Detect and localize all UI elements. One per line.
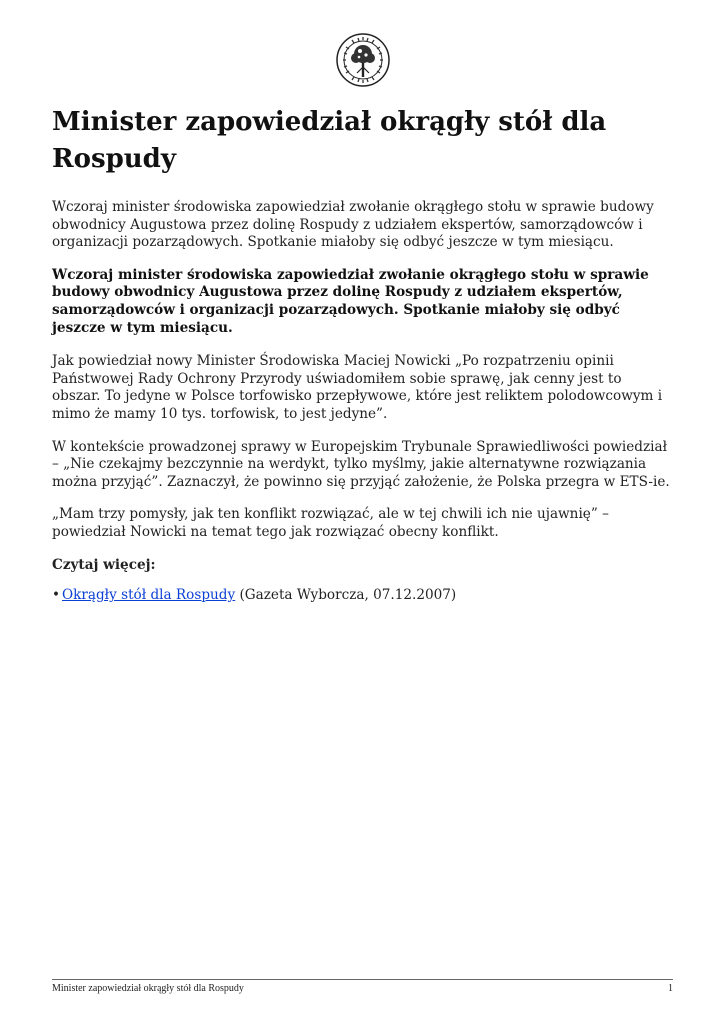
link-source: (Gazeta Wyborcza, 07.12.2007)	[239, 587, 457, 604]
footer-divider	[52, 979, 673, 980]
intro-paragraph: Wczoraj minister środowiska zapowiedział zwołanie okrągłego stołu w sprawie budowy obwodnicy Augustowa przez dolinę Rospudy z udziałem ekspertów, samorządowców i organizacji pozarządowych. Spotkanie miałoby się odbyć jeszcze w tym miesiącu.	[52, 199, 654, 251]
article	[52, 104, 674, 605]
list-item	[52, 587, 674, 605]
body-paragraph: Jak powiedział nowy Minister Środowiska Maciej Nowicki „Po rozpatrzeniu opinii Państwowej Rady Ochrony Przyrody uświadomiłem sobie sprawę, jak cenny jest to obszar. To jedyne w Polsce torfowisko przepływowe, które jest reliktem polodowcowym i mimo że mamy 10 tys. torfowisk, to jest jedyne”.	[52, 353, 663, 422]
lead-paragraph: Wczoraj minister środowiska zapowiedział zwołanie okrągłego stołu w sprawie budowy obwodnicy Augustowa przez dolinę Rospudy z udziałem ekspertów, samorządowców i organizacji pozarządowych. Spotkanie miałoby się odbyć jeszcze w tym miesiącu.	[52, 266, 649, 336]
body-paragraph: W kontekście prowadzonej sprawy w Europejskim Trybunale Sprawiedliwości powiedział – „Nie czekajmy bezczynnie na werdykt, tylko myślmy, jakie alternatywne rozwiązania można przyjąć”. Zaznaczył, że powinno się przyjąć założenie, że Polska przegra w ETS-ie.	[52, 438, 670, 490]
page-number: 1	[668, 983, 673, 994]
footer-title: Minister zapowiedział okrągły stół dla Rospudy	[52, 983, 244, 994]
page-title: Minister zapowiedział okrągły stół dla Rospudy	[52, 107, 607, 174]
read-more-heading: Czytaj więcej:	[52, 556, 156, 573]
tree-seal-icon	[336, 33, 390, 87]
article-link[interactable]: Okrągły stół dla Rospudy	[62, 587, 236, 604]
body-paragraph: „Mam trzy pomysły, jak ten konflikt rozwiązać, ale w tej chwili ich nie ujawnię” – powiedział Nowicki na temat tego jak rozwiązać obecny konflikt.	[52, 506, 609, 540]
read-more-list	[52, 587, 674, 605]
bullet-icon: •	[52, 587, 61, 604]
